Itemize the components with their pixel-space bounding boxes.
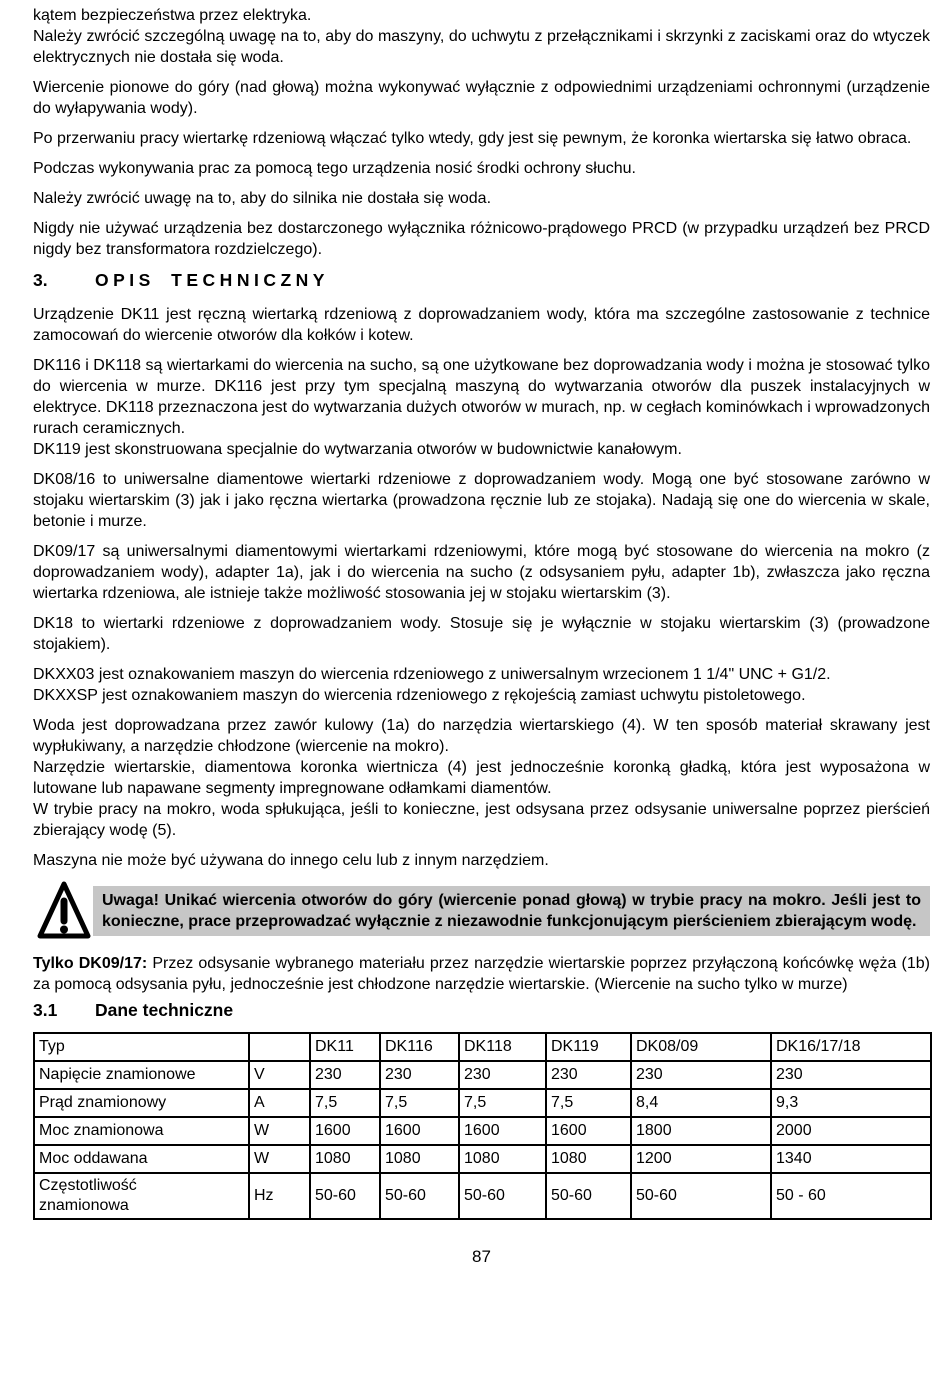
header-cell: Typ bbox=[34, 1033, 249, 1061]
value-cell: 230 bbox=[631, 1061, 771, 1089]
header-cell: DK119 bbox=[546, 1033, 631, 1061]
table-header-row bbox=[34, 1033, 931, 1061]
warning-section bbox=[33, 880, 930, 942]
paragraph: Po przerwaniu pracy wiertarkę rdzeniową włączać tylko wtedy, gdy jest się pewnym, że koronka wiertarska się łatwo obraca. bbox=[33, 130, 912, 147]
value-cell: 50-60 bbox=[380, 1173, 459, 1219]
value-cell: 7,5 bbox=[459, 1089, 546, 1117]
value-cell: 1080 bbox=[459, 1145, 546, 1173]
paragraph: Urządzenie DK11 jest ręczną wiertarką rdzeniową z doprowadzaniem wody, która ma szczególne zastosowanie z technice zamocowań do wiercenie otworów dla kołków i kotew. bbox=[33, 306, 930, 344]
value-cell: 1600 bbox=[546, 1117, 631, 1145]
section-heading-3-1 bbox=[33, 999, 930, 1021]
paragraph: DKXX03 jest oznakowaniem maszyn do wiercenia rdzeniowego z uniwersalnym wrzecionem 1 1/4" UNC + G1/2. bbox=[33, 666, 831, 683]
row-label: Moc znamionowa bbox=[34, 1117, 249, 1145]
row-unit: W bbox=[249, 1145, 310, 1173]
paragraph-block bbox=[33, 128, 930, 149]
paragraph-block bbox=[33, 304, 930, 346]
row-unit: W bbox=[249, 1117, 310, 1145]
value-cell: 1080 bbox=[310, 1145, 380, 1173]
value-cell: 1600 bbox=[310, 1117, 380, 1145]
value-cell: 230 bbox=[459, 1061, 546, 1089]
value-cell: 1080 bbox=[546, 1145, 631, 1173]
value-cell: 230 bbox=[380, 1061, 459, 1089]
table-row bbox=[34, 1173, 931, 1219]
value-cell: 8,4 bbox=[631, 1089, 771, 1117]
paragraph-block bbox=[33, 613, 930, 655]
section-number: 3.1 bbox=[33, 1000, 58, 1020]
value-cell: 50 - 60 bbox=[771, 1173, 931, 1219]
paragraph: DK18 to wiertarki rdzeniowe z doprowadzaniem wody. Stosuje się je wyłącznie w stojaku wiertarskim (3) (prowadzone stojakiem). bbox=[33, 615, 930, 653]
paragraph-block bbox=[33, 850, 930, 871]
paragraph: Woda jest doprowadzana przez zawór kulowy (1a) do narzędzia wiertarskiego (4). W ten sposób materiał skrawany jest wypłukiwany, a narzędzie chłodzone (wiercenie na mokro). bbox=[33, 717, 930, 755]
paragraph: Maszyna nie może być używana do innego celu lub z innym narzędziem. bbox=[33, 852, 549, 869]
paragraph: DK09/17 są uniwersalnymi diamentowymi wiertarkami rdzeniowymi, które mogą być stosowane do wiercenia na mokro (z doprowadzaniem wody), adapter 1a), jak i do wiercenia na sucho (z odsysaniem pyłu, adapter 1b), zwłaszcza jako ręczna wiertarka rdzeniowa, ale istnieje także możliwość stosowania jej w stojaku wiertarskim (3). bbox=[33, 543, 930, 602]
value-cell: 50-60 bbox=[546, 1173, 631, 1219]
row-label: Prąd znamionowy bbox=[34, 1089, 249, 1117]
row-unit: Hz bbox=[249, 1173, 310, 1219]
paragraph: DKXXSP jest oznakowaniem maszyn do wiercenia rdzeniowego z rękojeścią zamiast uchwytu pistoletowego. bbox=[33, 687, 806, 704]
warning-text: Uwaga! Unikać wiercenia otworów do góry (wiercenie ponad głową) w trybie pracy na mokro. Jeśli jest to konieczne, prace przeprowadzać wyłącznie z niezawodnie funkcjonującym pierścieniem zbierającym wodę. bbox=[93, 886, 930, 936]
page-number: 87 bbox=[472, 1247, 491, 1266]
table-row bbox=[34, 1117, 931, 1145]
paragraph: kątem bezpieczeństwa przez elektryka. bbox=[33, 7, 312, 24]
value-cell: 2000 bbox=[771, 1117, 931, 1145]
paragraph-block bbox=[33, 158, 930, 179]
paragraph: DK116 i DK118 są wiertarkami do wiercenia na sucho, są one użytkowane bez doprowadzania wody i można je stosować tylko do wiercenia w murze. DK116 jest przy tym specjalną maszyną do wytwarzania otworów dla puszek instalacyjnych w elektryce. DK118 przeznaczona jest do wytwarzania dużych otworów w murach, np. w cegłach kominówkach i wprowadzonych rurach ceramicznych. bbox=[33, 357, 931, 437]
section-heading-3 bbox=[33, 269, 930, 291]
header-cell: DK08/09 bbox=[631, 1033, 771, 1061]
header-cell: DK116 bbox=[380, 1033, 459, 1061]
header-cell: DK118 bbox=[459, 1033, 546, 1061]
table-row bbox=[34, 1089, 931, 1117]
value-cell: 50-60 bbox=[310, 1173, 380, 1219]
value-cell: 230 bbox=[546, 1061, 631, 1089]
paragraph: W trybie pracy na mokro, woda spłukująca, jeśli to konieczne, jest odsysana przez odsysanie uniwersalne poprzez pierścień zbierający wodę (5). bbox=[33, 801, 930, 839]
section-title: Dane techniczne bbox=[95, 1000, 234, 1020]
paragraph: DK119 jest skonstruowana specjalnie do wytwarzania otworów w budownictwie kanałowym. bbox=[33, 441, 682, 458]
paragraph: Podczas wykonywania prac za pomocą tego urządzenia nosić środki ochrony słuchu. bbox=[33, 160, 636, 177]
paragraph: Należy zwrócić szczególną uwagę na to, aby do maszyny, do uchwytu z przełącznikami i skrzynki z zaciskami oraz do wtyczek elektrycznych nie dostała się woda. bbox=[33, 28, 930, 66]
row-label: Napięcie znamionowe bbox=[34, 1061, 249, 1089]
section-number: 3. bbox=[33, 270, 48, 290]
paragraph-block bbox=[33, 77, 930, 119]
row-label: Częstotliwość znamionowa bbox=[34, 1173, 249, 1219]
table-row bbox=[34, 1145, 931, 1173]
value-cell: 230 bbox=[310, 1061, 380, 1089]
value-cell: 9,3 bbox=[771, 1089, 931, 1117]
value-cell: 1200 bbox=[631, 1145, 771, 1173]
value-cell: 1600 bbox=[380, 1117, 459, 1145]
note-paragraph bbox=[33, 953, 930, 995]
paragraph: Wiercenie pionowe do góry (nad głową) można wykonywać wyłącznie z odpowiednimi urządzeniami ochronnymi (urządzenie do wyłapywania wody). bbox=[33, 79, 930, 117]
value-cell: 1800 bbox=[631, 1117, 771, 1145]
warning-triangle-icon bbox=[33, 880, 93, 942]
note-text: Przez odsysanie wybranego materiału przez narzędzie wiertarskie poprzez przyłączoną końcówkę węża (1b) za pomocą odsysania pyłu, jednocześnie jest chłodzone narzędzie wiertarskie. (Wiercenie na sucho tylko w murze) bbox=[33, 955, 931, 993]
value-cell: 7,5 bbox=[380, 1089, 459, 1117]
paragraph-block bbox=[33, 5, 930, 68]
row-unit: V bbox=[249, 1061, 310, 1089]
value-cell: 1340 bbox=[771, 1145, 931, 1173]
table-row bbox=[34, 1061, 931, 1089]
value-cell: 230 bbox=[771, 1061, 931, 1089]
paragraph: Należy zwrócić uwagę na to, aby do silnika nie dostała się woda. bbox=[33, 190, 492, 207]
note-prefix: Tylko DK09/17: bbox=[33, 955, 148, 972]
paragraph-block bbox=[33, 218, 930, 260]
paragraph-block bbox=[33, 715, 930, 841]
note-block bbox=[33, 953, 930, 995]
paragraph-block bbox=[33, 664, 930, 706]
paragraph-block bbox=[33, 188, 930, 209]
row-unit: A bbox=[249, 1089, 310, 1117]
paragraph-block bbox=[33, 469, 930, 532]
row-label: Moc oddawana bbox=[34, 1145, 249, 1173]
value-cell: 1080 bbox=[380, 1145, 459, 1173]
paragraph: DK08/16 to uniwersalne diamentowe wiertarki rdzeniowe z doprowadzaniem wody. Mogą one być stosowane zarówno w stojaku wiertarskim (3) jak i jako ręczna wiertarka (prowadzona ręcznie lub ze stojaka). Nadają się one do wiercenia w skale, betonie i murze. bbox=[33, 471, 930, 530]
value-cell: 50-60 bbox=[631, 1173, 771, 1219]
paragraph-block bbox=[33, 355, 930, 460]
value-cell: 7,5 bbox=[310, 1089, 380, 1117]
value-cell: 50-60 bbox=[459, 1173, 546, 1219]
technical-data-table bbox=[33, 1032, 932, 1220]
value-cell: 1600 bbox=[459, 1117, 546, 1145]
paragraph: Nigdy nie używać urządzenia bez dostarczonego wyłącznika różnicowo-prądowego PRCD (w przypadku urządzeń bez PRCD nigdy bez transformatora rozdzielczego). bbox=[33, 220, 930, 258]
paragraph: Narzędzie wiertarskie, diamentowa koronka wiertnicza (4) jest jednocześnie koronką gładką, która jest wyposażona w lutowane lub napawane segmenty impregnowane odłamkami diamentów. bbox=[33, 759, 930, 797]
paragraph-block bbox=[33, 541, 930, 604]
header-cell bbox=[249, 1033, 310, 1061]
section-title: OPIS TECHNICZNY bbox=[95, 270, 329, 290]
header-cell: DK16/17/18 bbox=[771, 1033, 931, 1061]
header-cell: DK11 bbox=[310, 1033, 380, 1061]
value-cell: 7,5 bbox=[546, 1089, 631, 1117]
